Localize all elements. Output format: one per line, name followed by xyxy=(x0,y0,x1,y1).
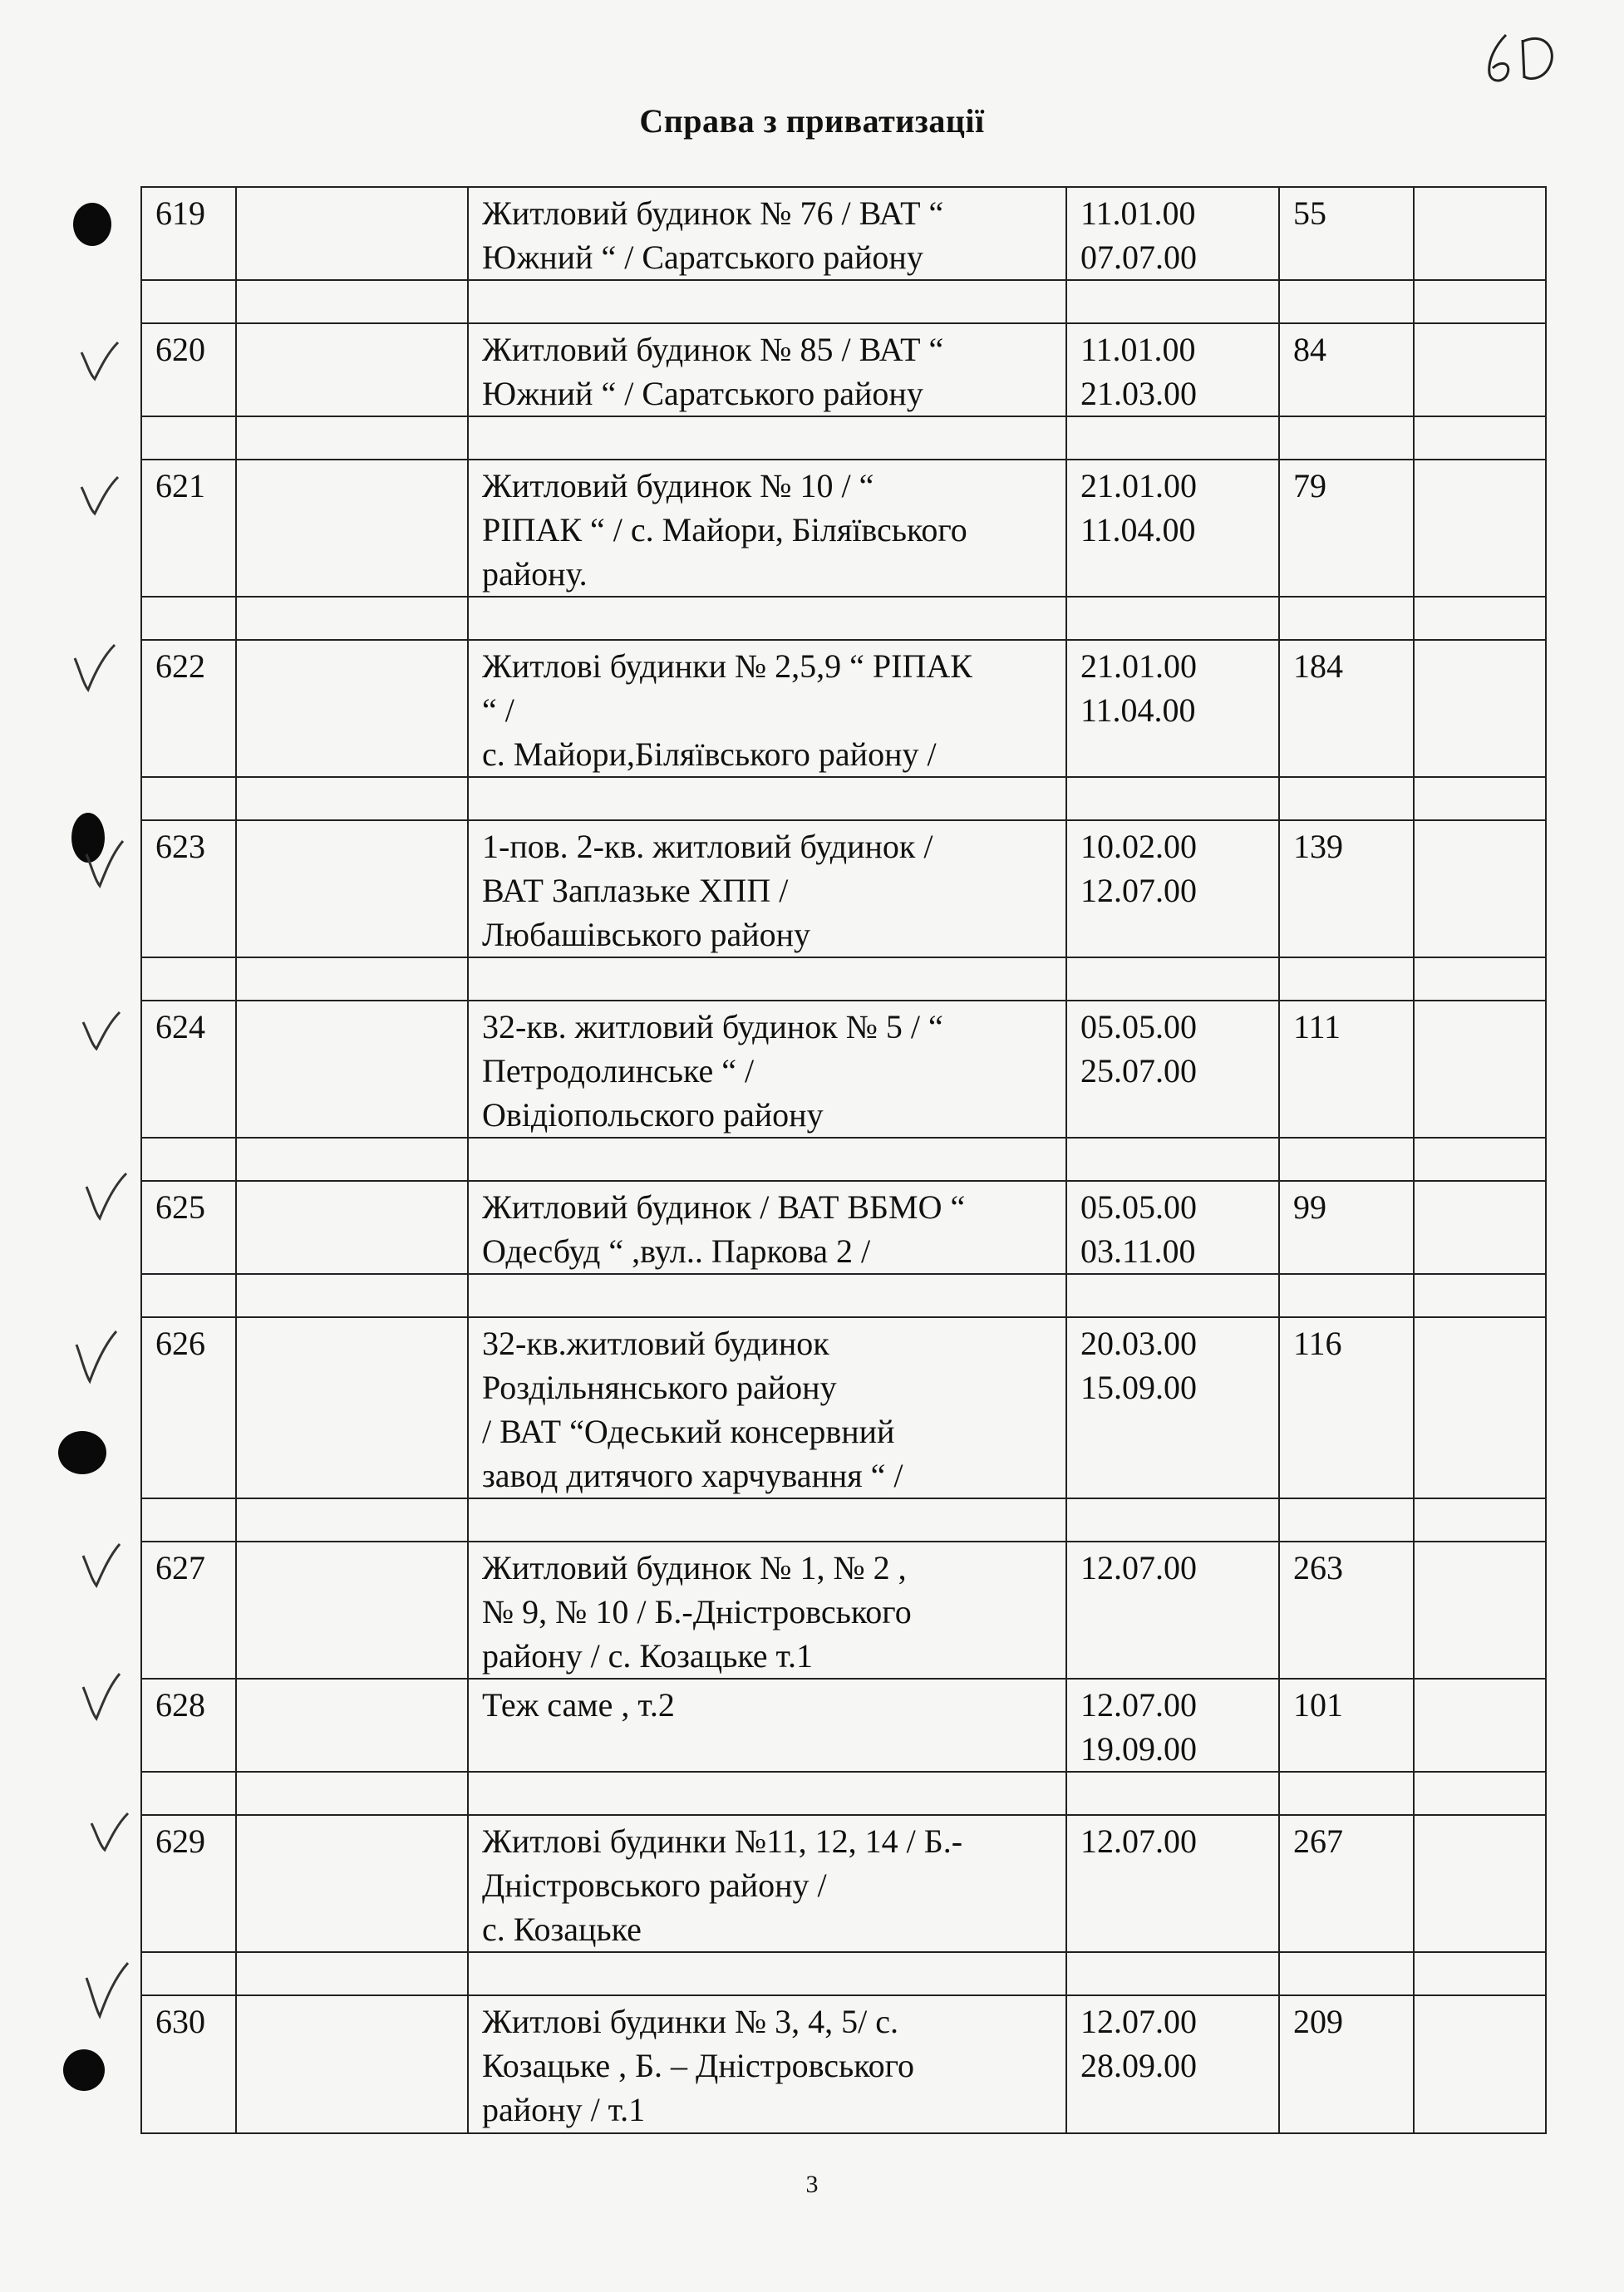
row-count: 111 xyxy=(1279,1001,1414,1138)
row-description-line: Одесбуд “ ,вул.. Паркова 2 / xyxy=(482,1232,871,1270)
row-blank xyxy=(236,640,468,777)
row-blank xyxy=(236,820,468,957)
row-dates-line: 20.03.00 xyxy=(1080,1325,1197,1362)
spacer-cell xyxy=(468,1498,1066,1542)
punch-hole xyxy=(63,2049,105,2091)
spacer-cell xyxy=(236,777,468,820)
row-dates-line: 11.01.00 xyxy=(1080,331,1196,368)
row-count: 116 xyxy=(1279,1317,1414,1498)
row-description xyxy=(468,187,1066,280)
row-description-line: Овідіопольского району xyxy=(482,1096,824,1134)
spacer-row xyxy=(141,597,1546,640)
spacer-cell xyxy=(1414,597,1546,640)
spacer-cell xyxy=(1066,416,1279,460)
row-description-line: району / т.1 xyxy=(482,2091,646,2128)
row-description-line: Житловий будинок № 85 / ВАТ “ xyxy=(482,331,944,368)
spacer-cell xyxy=(1066,1138,1279,1181)
table-row xyxy=(141,1181,1546,1274)
row-description-line: с. Майори,Біляївського району / xyxy=(482,735,937,773)
spacer-cell xyxy=(141,280,236,323)
spacer-cell xyxy=(468,1138,1066,1181)
spacer-cell xyxy=(236,416,468,460)
punch-hole xyxy=(58,1431,106,1474)
row-dates-line: 12.07.00 xyxy=(1080,1822,1197,1860)
row-dates xyxy=(1066,323,1279,416)
row-dates-line: 07.07.00 xyxy=(1080,239,1197,276)
row-description xyxy=(468,1995,1066,2133)
spacer-cell xyxy=(141,416,236,460)
spacer-row xyxy=(141,1498,1546,1542)
row-dates-line: 11.04.00 xyxy=(1080,511,1196,548)
row-description xyxy=(468,1001,1066,1138)
row-count: 263 xyxy=(1279,1542,1414,1679)
spacer-cell xyxy=(236,1138,468,1181)
row-count: 101 xyxy=(1279,1679,1414,1772)
row-dates-line: 19.09.00 xyxy=(1080,1730,1197,1768)
row-number: 623 xyxy=(141,820,236,957)
spacer-cell xyxy=(468,777,1066,820)
spacer-cell xyxy=(1279,1952,1414,1995)
table-row xyxy=(141,1815,1546,1952)
spacer-cell xyxy=(141,777,236,820)
spacer-cell xyxy=(1066,597,1279,640)
row-dates-line: 21.01.00 xyxy=(1080,467,1197,504)
row-dates-line: 03.11.00 xyxy=(1080,1232,1196,1270)
row-dates xyxy=(1066,460,1279,597)
row-dates-line: 12.07.00 xyxy=(1080,1686,1197,1724)
row-count: 55 xyxy=(1279,187,1414,280)
spacer-cell xyxy=(1066,1274,1279,1317)
row-blank xyxy=(1414,1542,1546,1679)
spacer-cell xyxy=(141,1274,236,1317)
row-description-line: “ / xyxy=(482,691,514,729)
row-blank xyxy=(1414,323,1546,416)
row-blank xyxy=(1414,187,1546,280)
spacer-cell xyxy=(1414,1952,1546,1995)
spacer-cell xyxy=(236,280,468,323)
row-number: 628 xyxy=(141,1679,236,1772)
row-description-line: Южний “ / Саратського району xyxy=(482,239,923,276)
row-description-line: Житлові будинки № 3, 4, 5/ с. xyxy=(482,2003,899,2040)
row-number: 624 xyxy=(141,1001,236,1138)
row-description-line: 32-кв. житловий будинок № 5 / “ xyxy=(482,1008,943,1045)
row-description xyxy=(468,460,1066,597)
spacer-cell xyxy=(1066,777,1279,820)
row-count: 99 xyxy=(1279,1181,1414,1274)
row-dates-line: 05.05.00 xyxy=(1080,1008,1197,1045)
row-description-line: № 9, № 10 / Б.-Дністровського xyxy=(482,1593,912,1630)
spacer-cell xyxy=(1414,416,1546,460)
table-row xyxy=(141,820,1546,957)
row-number: 626 xyxy=(141,1317,236,1498)
row-count: 209 xyxy=(1279,1995,1414,2133)
row-count: 267 xyxy=(1279,1815,1414,1952)
row-number: 625 xyxy=(141,1181,236,1274)
row-description-line: Дністровського району / xyxy=(482,1867,827,1904)
row-dates-line: 25.07.00 xyxy=(1080,1052,1197,1089)
row-count: 139 xyxy=(1279,820,1414,957)
row-description-line: 1-пов. 2-кв. житловий будинок / xyxy=(482,828,933,865)
spacer-cell xyxy=(1066,1952,1279,1995)
spacer-row xyxy=(141,280,1546,323)
row-description-line: с. Козацьке xyxy=(482,1911,642,1948)
row-description-line: завод дитячого харчування “ / xyxy=(482,1457,903,1494)
table-row xyxy=(141,1542,1546,1679)
spacer-cell xyxy=(236,1952,468,1995)
row-blank xyxy=(236,323,468,416)
table-row xyxy=(141,1001,1546,1138)
row-description-line: Роздільнянського району xyxy=(482,1369,837,1406)
row-description-line: Любашівського району xyxy=(482,916,811,953)
spacer-cell xyxy=(468,1772,1066,1815)
row-description xyxy=(468,1317,1066,1498)
row-description-line: району / с. Козацьке т.1 xyxy=(482,1637,813,1675)
check-mark-icon xyxy=(78,341,120,382)
check-mark-icon xyxy=(80,1011,121,1052)
spacer-row xyxy=(141,777,1546,820)
row-count: 184 xyxy=(1279,640,1414,777)
check-mark-icon xyxy=(83,1961,130,2019)
row-blank xyxy=(1414,460,1546,597)
spacer-row xyxy=(141,1274,1546,1317)
spacer-row xyxy=(141,1772,1546,1815)
row-description-line: Южний “ / Саратського району xyxy=(482,375,923,412)
row-description-line: Житлові будинки № 2,5,9 “ РІПАК xyxy=(482,647,972,685)
row-blank xyxy=(1414,640,1546,777)
row-dates xyxy=(1066,1679,1279,1772)
row-description-line: району. xyxy=(482,555,588,593)
row-blank xyxy=(1414,1317,1546,1498)
row-count: 84 xyxy=(1279,323,1414,416)
row-description-line: Теж саме , т.2 xyxy=(482,1686,675,1724)
row-description xyxy=(468,820,1066,957)
spacer-cell xyxy=(468,1274,1066,1317)
row-dates xyxy=(1066,1815,1279,1952)
spacer-cell xyxy=(141,957,236,1001)
row-blank xyxy=(1414,1181,1546,1274)
spacer-row xyxy=(141,1952,1546,1995)
spacer-cell xyxy=(1414,777,1546,820)
spacer-cell xyxy=(1279,777,1414,820)
table-row xyxy=(141,460,1546,597)
spacer-cell xyxy=(236,597,468,640)
spacer-cell xyxy=(468,1952,1066,1995)
spacer-cell xyxy=(1279,957,1414,1001)
row-description-line: / ВАТ “Одеський консервний xyxy=(482,1413,895,1450)
row-blank xyxy=(236,1181,468,1274)
spacer-row xyxy=(141,957,1546,1001)
handwritten-page-number xyxy=(1478,23,1577,98)
row-description-line: Житловий будинок № 1, № 2 , xyxy=(482,1549,907,1586)
row-blank xyxy=(1414,1001,1546,1138)
spacer-cell xyxy=(1066,280,1279,323)
spacer-cell xyxy=(1414,1138,1546,1181)
row-description-line: Петродолинське “ / xyxy=(482,1052,755,1089)
row-number: 622 xyxy=(141,640,236,777)
row-dates-line: 11.01.00 xyxy=(1080,194,1196,232)
spacer-cell xyxy=(468,416,1066,460)
row-dates xyxy=(1066,1995,1279,2133)
row-dates-line: 15.09.00 xyxy=(1080,1369,1197,1406)
spacer-row xyxy=(141,416,1546,460)
row-dates-line: 05.05.00 xyxy=(1080,1188,1197,1226)
table-row xyxy=(141,1995,1546,2133)
table-row xyxy=(141,323,1546,416)
row-number: 627 xyxy=(141,1542,236,1679)
row-number: 630 xyxy=(141,1995,236,2133)
punch-hole xyxy=(73,203,111,246)
row-dates-line: 11.04.00 xyxy=(1080,691,1196,729)
spacer-cell xyxy=(1414,957,1546,1001)
spacer-cell xyxy=(1279,1772,1414,1815)
row-blank xyxy=(1414,1679,1546,1772)
spacer-row xyxy=(141,1138,1546,1181)
row-description-line: Житловий будинок / ВАТ ВБМО “ xyxy=(482,1188,966,1226)
row-dates-line: 21.01.00 xyxy=(1080,647,1197,685)
spacer-cell xyxy=(141,1952,236,1995)
spacer-cell xyxy=(1066,1498,1279,1542)
page-number: 3 xyxy=(805,2171,819,2198)
row-dates xyxy=(1066,1001,1279,1138)
row-number: 620 xyxy=(141,323,236,416)
row-description xyxy=(468,323,1066,416)
spacer-cell xyxy=(468,280,1066,323)
row-dates-line: 12.07.00 xyxy=(1080,872,1197,909)
spacer-cell xyxy=(1414,1772,1546,1815)
table-row xyxy=(141,1317,1546,1498)
row-dates xyxy=(1066,820,1279,957)
row-description xyxy=(468,1679,1066,1772)
check-mark-icon xyxy=(88,1812,130,1853)
row-description-line: Козацьке , Б. – Дністровського xyxy=(482,2047,915,2084)
row-description xyxy=(468,1815,1066,1952)
row-description xyxy=(468,640,1066,777)
privatization-register-table xyxy=(140,186,1547,2134)
check-mark-icon xyxy=(73,1330,118,1385)
check-mark-icon xyxy=(83,839,125,889)
row-number: 629 xyxy=(141,1815,236,1952)
row-blank xyxy=(1414,1995,1546,2133)
spacer-cell xyxy=(1279,416,1414,460)
row-dates-line: 28.09.00 xyxy=(1080,2047,1197,2084)
spacer-cell xyxy=(1414,1274,1546,1317)
row-dates-line: 21.03.00 xyxy=(1080,375,1197,412)
spacer-cell xyxy=(1066,1772,1279,1815)
page-title: Справа з приватизації xyxy=(639,102,985,140)
row-blank xyxy=(236,1317,468,1498)
row-dates-line: 10.02.00 xyxy=(1080,828,1197,865)
row-description xyxy=(468,1181,1066,1274)
spacer-cell xyxy=(468,597,1066,640)
row-description-line: РІПАК “ / с. Майори, Біляївського xyxy=(482,511,967,548)
row-blank xyxy=(236,1679,468,1772)
check-mark-icon xyxy=(80,1672,121,1722)
check-mark-icon xyxy=(83,1172,128,1222)
check-mark-icon xyxy=(80,1542,121,1589)
row-number: 621 xyxy=(141,460,236,597)
row-dates xyxy=(1066,1181,1279,1274)
spacer-cell xyxy=(1414,280,1546,323)
row-dates xyxy=(1066,187,1279,280)
spacer-cell xyxy=(236,957,468,1001)
row-description-line: ВАТ Заплазьке ХПП / xyxy=(482,872,789,909)
spacer-cell xyxy=(236,1772,468,1815)
row-blank xyxy=(236,187,468,280)
spacer-cell xyxy=(236,1274,468,1317)
row-description-line: 32-кв.житловий будинок xyxy=(482,1325,829,1362)
spacer-cell xyxy=(1279,1274,1414,1317)
row-dates xyxy=(1066,640,1279,777)
row-dates-line: 12.07.00 xyxy=(1080,1549,1197,1586)
table-row xyxy=(141,1679,1546,1772)
spacer-cell xyxy=(141,1498,236,1542)
spacer-cell xyxy=(141,597,236,640)
row-dates xyxy=(1066,1542,1279,1679)
spacer-cell xyxy=(1066,957,1279,1001)
row-blank xyxy=(1414,1815,1546,1952)
check-mark-icon xyxy=(78,475,120,517)
row-blank xyxy=(236,1815,468,1952)
spacer-cell xyxy=(141,1138,236,1181)
row-description-line: Житловий будинок № 10 / “ xyxy=(482,467,874,504)
spacer-cell xyxy=(141,1772,236,1815)
spacer-cell xyxy=(1279,280,1414,323)
row-number: 619 xyxy=(141,187,236,280)
spacer-cell xyxy=(236,1498,468,1542)
spacer-cell xyxy=(1414,1498,1546,1542)
row-description xyxy=(468,1542,1066,1679)
row-blank xyxy=(236,1542,468,1679)
row-blank xyxy=(236,460,468,597)
row-blank xyxy=(236,1995,468,2133)
row-count: 79 xyxy=(1279,460,1414,597)
spacer-cell xyxy=(1279,1138,1414,1181)
row-dates-line: 12.07.00 xyxy=(1080,2003,1197,2040)
check-mark-icon xyxy=(71,643,116,693)
spacer-cell xyxy=(1279,1498,1414,1542)
row-blank xyxy=(1414,820,1546,957)
table-row xyxy=(141,640,1546,777)
row-dates xyxy=(1066,1317,1279,1498)
row-blank xyxy=(236,1001,468,1138)
row-description-line: Житлові будинки №11, 12, 14 / Б.- xyxy=(482,1822,963,1860)
table-row xyxy=(141,187,1546,280)
spacer-cell xyxy=(1279,597,1414,640)
row-description-line: Житловий будинок № 76 / ВАТ “ xyxy=(482,194,944,232)
spacer-cell xyxy=(468,957,1066,1001)
